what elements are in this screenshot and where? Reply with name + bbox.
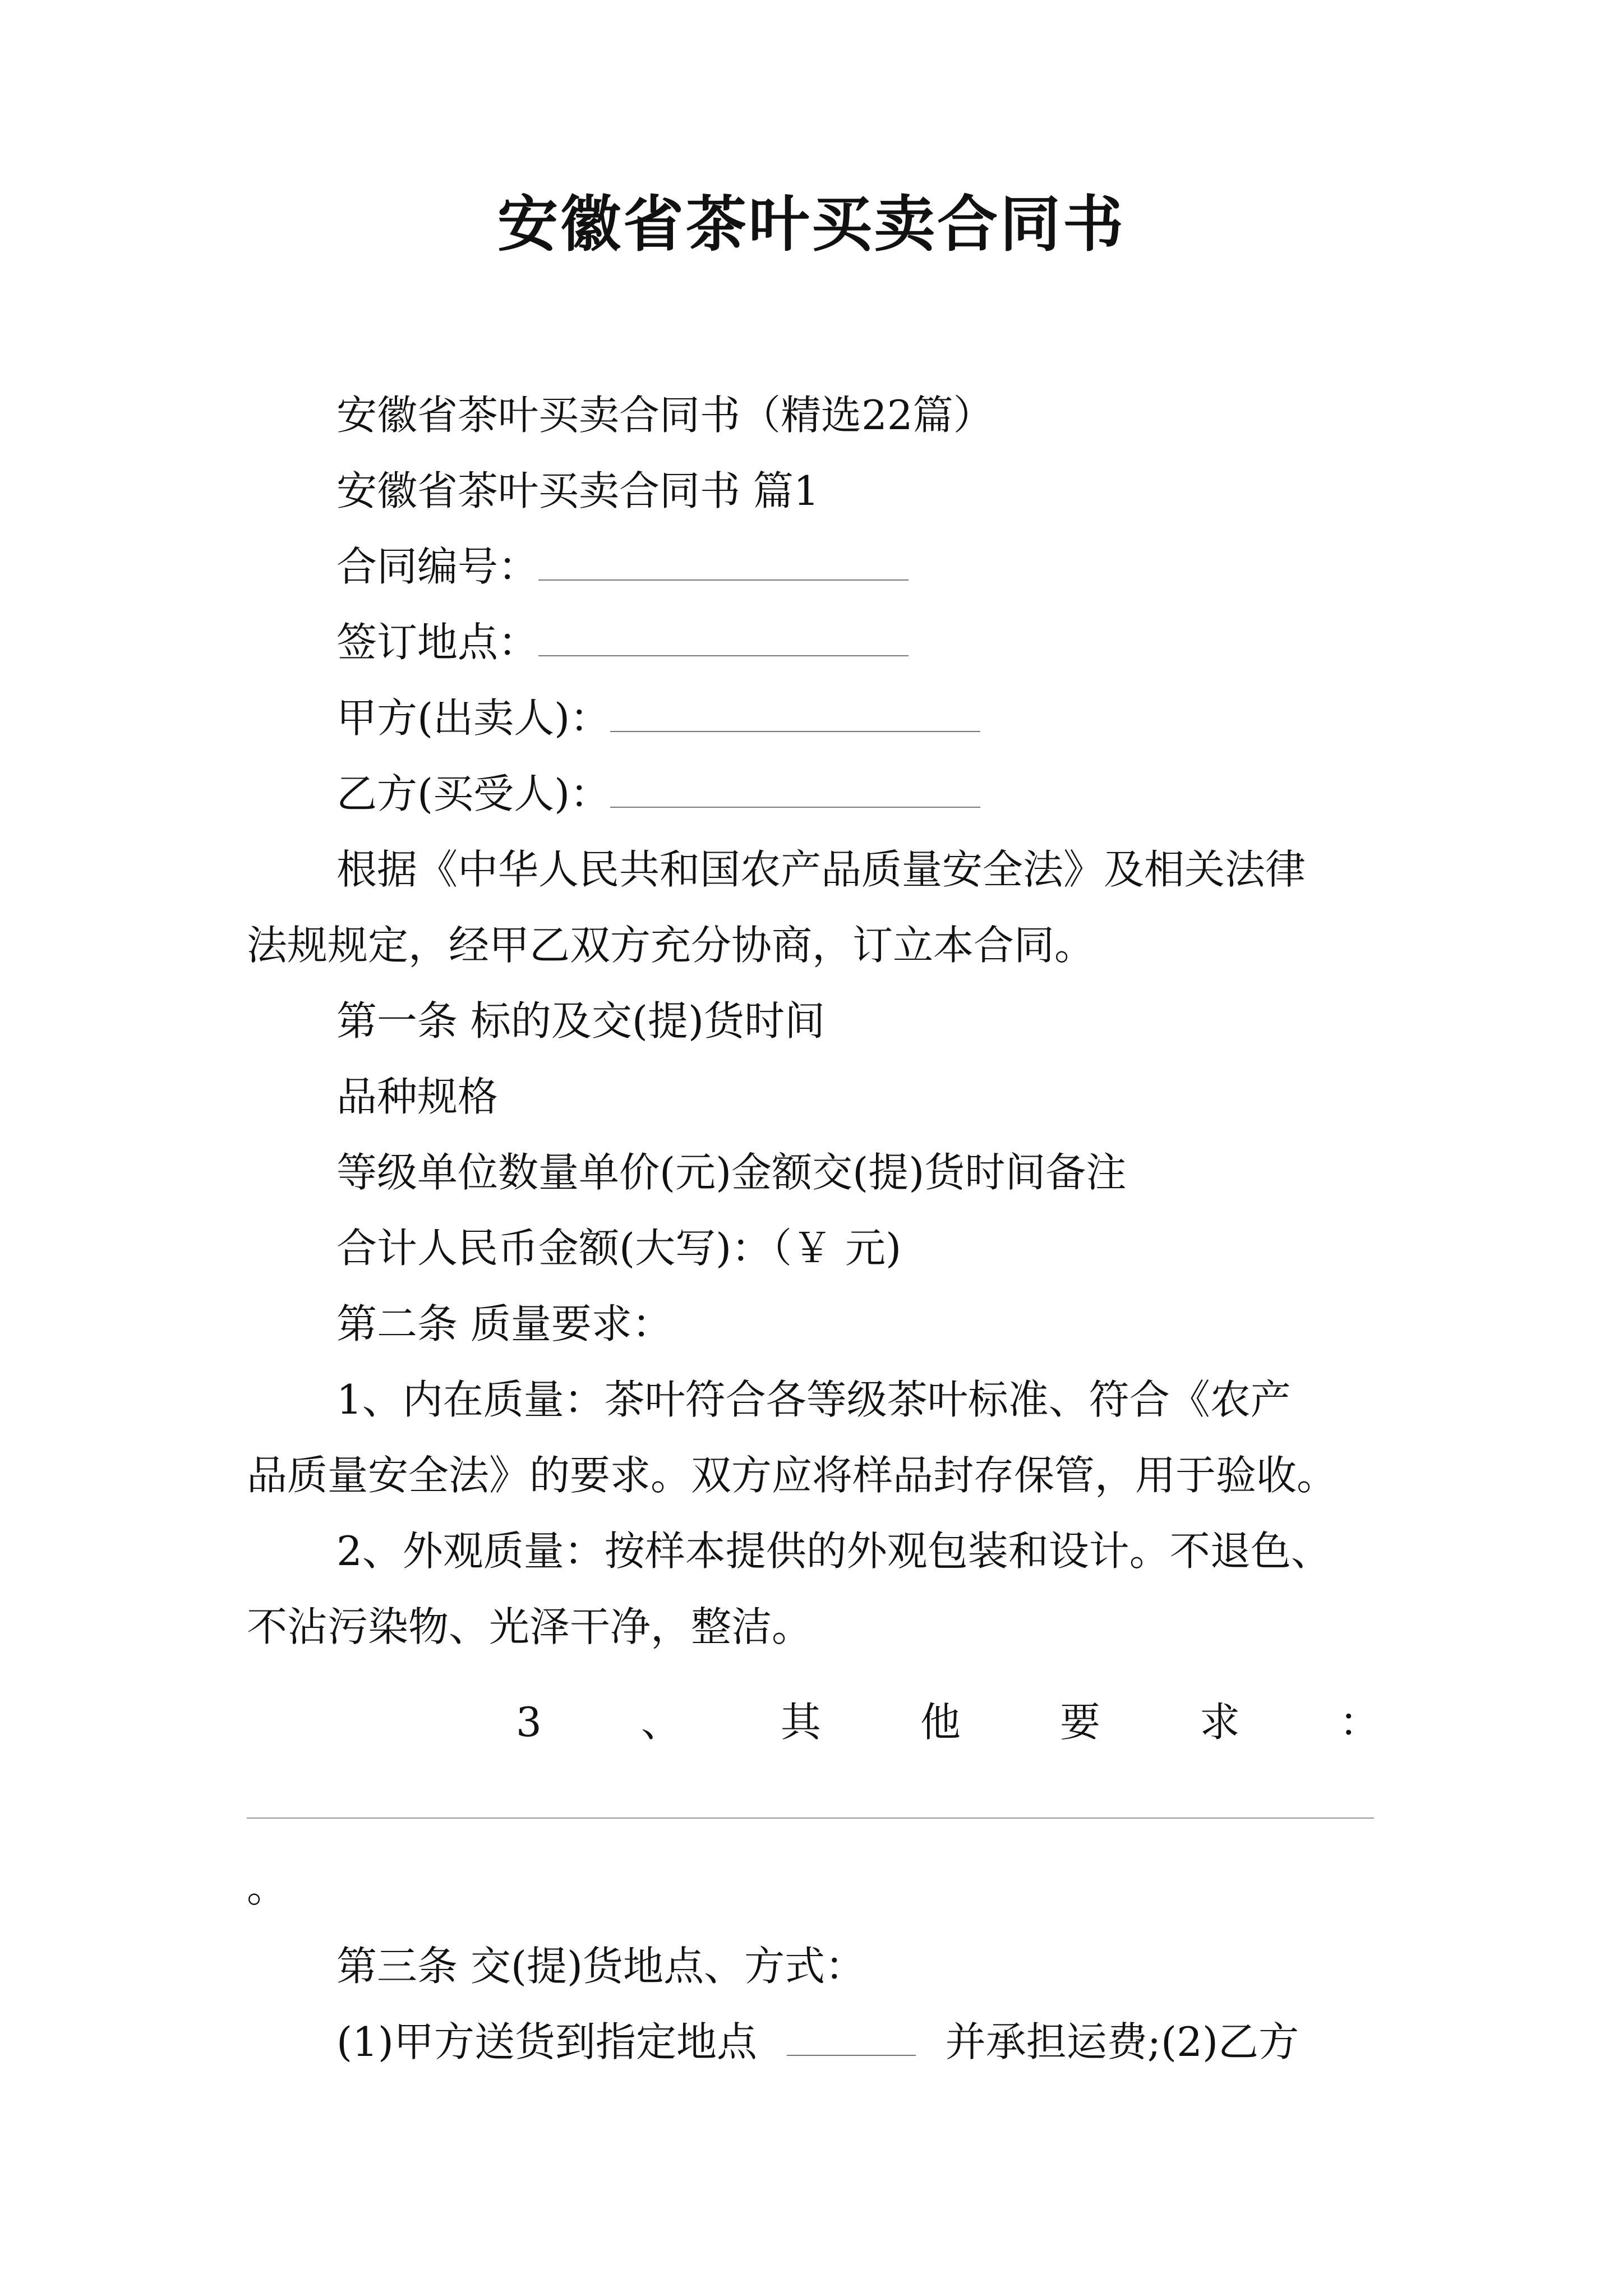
contract-number-row [336,539,909,595]
article-1-heading: 第一条 标的及交(提)货时间 [336,997,826,1045]
other-req-char: 、 [640,1699,681,1746]
table-columns-line: 等级单位数量单价(元)金额交(提)货时间备注 [336,1149,1127,1196]
delivery-text-b: 并承担运费;(2)乙方 [945,2018,1299,2065]
party-b-blank [610,772,980,808]
other-req-char: 要 [1059,1699,1100,1746]
other-req-char: 求 [1199,1699,1240,1746]
document-title: 安徽省茶叶买卖合同书 [497,189,1126,260]
quality-1-line-1: 1、内在质量：茶叶符合各等级茶叶标准、符合《农产 [336,1376,1291,1423]
delivery-text-a: (1)甲方送货到指定地点 [336,2018,757,2065]
part-heading: 安徽省茶叶买卖合同书 篇1 [336,467,819,514]
sign-place-blank [538,620,909,656]
delivery-place-blank [787,2020,916,2056]
contract-number-blank [538,545,909,581]
sign-place-label: 签订地点： [336,619,539,666]
other-req-char: ： [1339,1699,1380,1746]
quality-2-line-1: 2、外观质量：按样本提供的外观包装和设计。不退色、 [336,1527,1331,1575]
party-a-blank [610,696,980,732]
party-a-label: 甲方(出卖人)： [336,694,611,742]
delivery-line [336,2014,1299,2070]
sign-place-row [336,614,909,670]
other-requirements-blank [247,1818,1374,1819]
basis-line-2: 法规规定，经甲乙双方充分协商，订立本合同。 [247,922,1095,969]
contract-number-label: 合同编号： [336,543,539,590]
party-b-row [336,766,980,822]
party-b-label: 乙方(买受人)： [336,770,611,817]
other-req-char: 他 [920,1699,961,1746]
article-2-heading: 第二条 质量要求： [336,1300,672,1347]
article-3-heading: 第三条 交(提)货地点、方式： [336,1943,866,1990]
party-a-row [336,690,980,746]
other-requirements-end: 。 [247,1864,288,1911]
variety-spec-line: 品种规格 [336,1073,499,1120]
quality-2-line-2: 不沾污染物、光泽干净，整洁。 [247,1603,813,1650]
other-req-char: 3 [516,1699,542,1746]
quality-1-line-2: 品质量安全法》的要求。双方应将样品封存保管，用于验收。 [247,1452,1338,1499]
total-amount-line: 合计人民币金额(大写)：（￥ 元) [336,1225,902,1272]
subtitle-line: 安徽省茶叶买卖合同书（精选22篇） [336,392,994,439]
other-requirements-line [516,1694,1380,1750]
basis-line-1: 根据《中华人民共和国农产品质量安全法》及相关法律 [336,846,1306,893]
other-req-char: 其 [780,1699,821,1746]
